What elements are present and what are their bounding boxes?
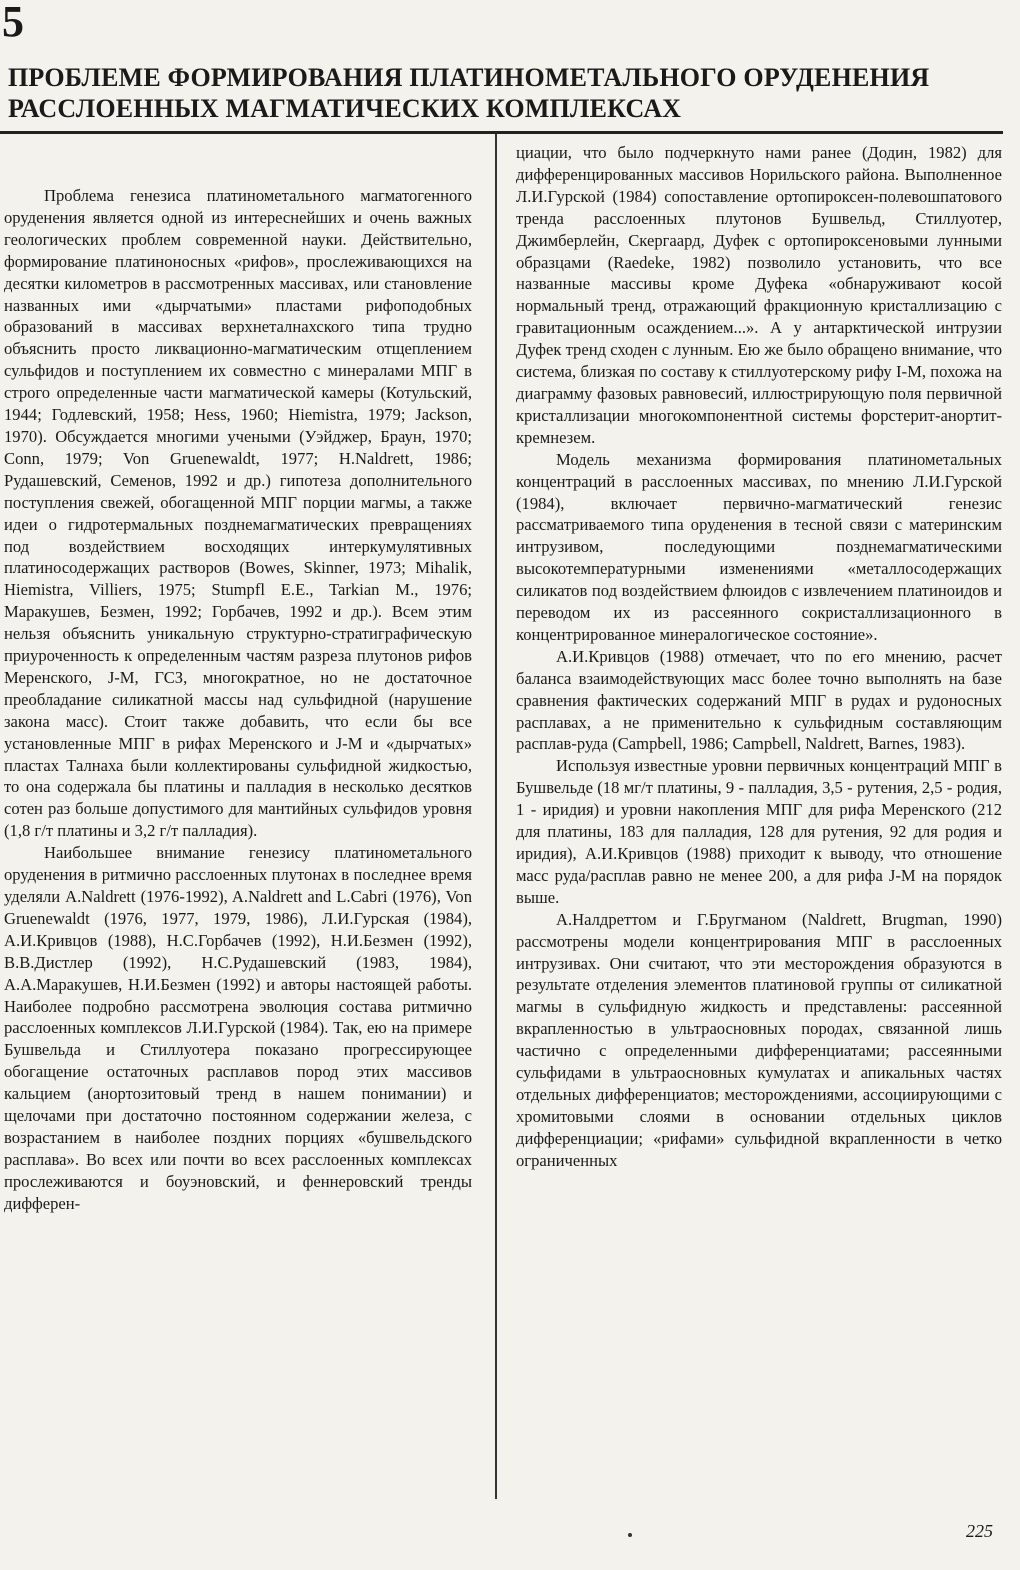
article-title xyxy=(8,62,1008,124)
paragraph: Модель механизма формирования платинометальных концентраций в расслоенных массивах, по мнению Л.И.Гурской (1984), включает первично-магматический генезис рассматриваемого типа оруденения в тесной связи с материнским интрузивом, последующими позднемагматическими высокотемпературными изменениями «металлосодержащих силикатов под воздействием флюидов с извлечением платиноидов и переводом их из рассеянного сокристаллизационного в концентрированное минералогическое состояние». xyxy=(516,449,1002,644)
paragraph: Используя известные уровни первичных концентраций МПГ в Бушвельде (18 мг/т платины, 9 - палладия, 3,5 - рутения, 2,5 - родия, 1 - иридия) и уровни накопления МПГ для рифа Меренского (212 для платины, 183 для палладия, 128 для рутения, 92 для родия и иридия), А.И.Кривцов (1988) приходит к выводу, что отношение масс руда/расплав равно не менее 200, а для рифа J-M на порядок выше. xyxy=(516,756,1002,907)
paragraph: Проблема генезиса платинометального магматогенного оруденения является одной из интереснейших и очень важных геологических проблем современной науки. Действительно, формирование платиноносных «рифов», прослеживающихся на десятки километров в рассмотренных массивах, или становление названных ими «дырчатыми» пластами рифоподобных образований в массивах верхнеталнахского типа трудно объяснить просто ликвационно-магматическим отщеплением сульфидов и поступлением их совместно с минералами МПГ в строго определенные части магматической камеры (Котульский, 1944; Годлевский, 1958; Hess, 1960; Hiemistra, 1979; Jackson, 1970). Обсуждается многими учеными (Уэйджер, Браун, 1970; Conn, 1979; Von Gruenewaldt, 1977; H.Naldrett, 1986; Рудашевский, Семенов, 1992 и др.) гипотеза дополнительного поступления свежей, обогащенной МПГ порции магмы, а также идеи о гидротермальных позднемагматических превращениях под воздействием восходящих интеркумулятивных платиносодержащих растворов (Bowes, Skinner, 1973; Mihalik, Hiemistra, Villiers, 1975; Stumpfl E.E., Tarkian M., 1976; Маракушев, Безмен, 1992; Горбачев, 1992 и др.). Всем этим нельзя объяснить уникальную структурно-стратиграфическую приуроченность к определенным частям разреза плутонов рифов Меренского, J-M, ГСЗ, многократное, но не достаточное преобладание силикатной массы над сульфидной (нарушение закона масс). Стоит также добавить, что если бы все установленные МПГ в рифах Меренского и J-M и «дырчатых» пластах Талнаха были коллектированы сульфидной жидкостью, то она содержала бы платины и палладия в несколько десятков сотен раз больше допустимого для мантийных сульфидов уровня (1,8 г/т платины и 3,2 г/т палладия). xyxy=(4,186,472,841)
page-number: 225 xyxy=(966,1521,993,1541)
right-column xyxy=(516,142,1002,1172)
print-speck xyxy=(628,1533,632,1537)
column-divider xyxy=(495,134,497,1499)
section-number: 5 xyxy=(2,0,24,46)
title-rule xyxy=(0,131,1003,134)
paragraph: циации, что было подчеркнуто нами ранее (Додин, 1982) для дифференцированных массивов Норильского района. Выполненное Л.И.Гурской (1984) сопоставление ортопироксен-полевошпатового тренда расслоенных плутонов Бушвельд, Стиллуотер, Джимберлейн, Скергаард, Дуфек с ортопироксеновыми лунными образцами (Raedeke, 1982) позволило установить, что все названные массивы кроме Дуфека «обнаруживают косой нормальный тренд, отражающий фракционную кристаллизацию с гравитационным осаждением...». А у антарктической интрузии Дуфек тренд сходен с лунным. Ею же было обращено внимание, что система, близкая по составу к стиллуотерскому рифу I-M, похожа на диаграмму фазовых равновесий, иллюстрирующую поля первичной кристаллизации многокомпонентной системы форстерит-анортит-кремнезем. xyxy=(516,143,1002,447)
title-line-1: ПРОБЛЕМЕ ФОРМИРОВАНИЯ ПЛАТИНОМЕТАЛЬНОГО ОРУДЕНЕНИЯ xyxy=(8,63,930,92)
left-column xyxy=(4,185,472,1215)
title-line-2: РАССЛОЕННЫХ МАГМАТИЧЕСКИХ КОМПЛЕКСАХ xyxy=(8,94,682,123)
paragraph: Наибольшее внимание генезису платинометального оруденения в ритмично расслоенных плутонах в последнее время уделяли A.Naldrett (1976-1992), A.Naldrett and L.Cabri (1976), Von Gruenewaldt (1976, 1977, 1979, 1986), Л.И.Гурская (1984), А.И.Кривцов (1988), Н.С.Горбачев (1992), Н.И.Безмен (1992), В.В.Дистлер (1992), Н.С.Рудашевский (1983, 1984), А.А.Маракушев, Н.И.Безмен (1992) и авторы настоящей работы. Наиболее подробно рассмотрена эволюция состава ритмично расслоенных комплексов Л.И.Гурской (1984). Так, ею на примере Бушвельда и Стиллуотера показано прогрессирующее обогащение остаточных расплавов пород этих массивов кальцием (анортозитовый тренд в нашем понимании) и щелочами при достаточно постоянном содержании железа, с возрастанием в наиболее поздних порциях «бушвельдского расплава». Во всех или почти во всех расслоенных комплексах прослеживаются и боуэновский, и феннеровский тренды дифферен- xyxy=(4,843,472,1213)
paragraph: А.Налдреттом и Г.Бругманом (Naldrett, Brugman, 1990) рассмотрены модели концентрирования МПГ в расслоенных интрузивах. Они считают, что эти месторождения образуются в результате отделения элементов платиновой группы от силикатной магмы в сульфидную жидкость и представлены: рассеянной вкрапленностью в ультраосновных породах, связанной лишь частично с определенными дифференциатами; рассеянными сульфидами в ультраосновных кумулатах и апикальных частях отдельных дифференциатов; месторождениями, ассоциирующими с хромитовыми слоями в основании отдельных циклов дифференциации; «рифами» сульфидной вкрапленности в четко ограниченных xyxy=(516,909,1002,1170)
paragraph: А.И.Кривцов (1988) отмечает, что по его мнению, расчет баланса взаимодействующих масс более точно выполнять на базе сравнения фактических содержаний МПГ в рудах и рудоносных расплавах, а не применительно к сульфидным составляющим расплав-руда (Campbell, 1986; Campbell, Naldrett, Barnes, 1983). xyxy=(516,646,1002,754)
